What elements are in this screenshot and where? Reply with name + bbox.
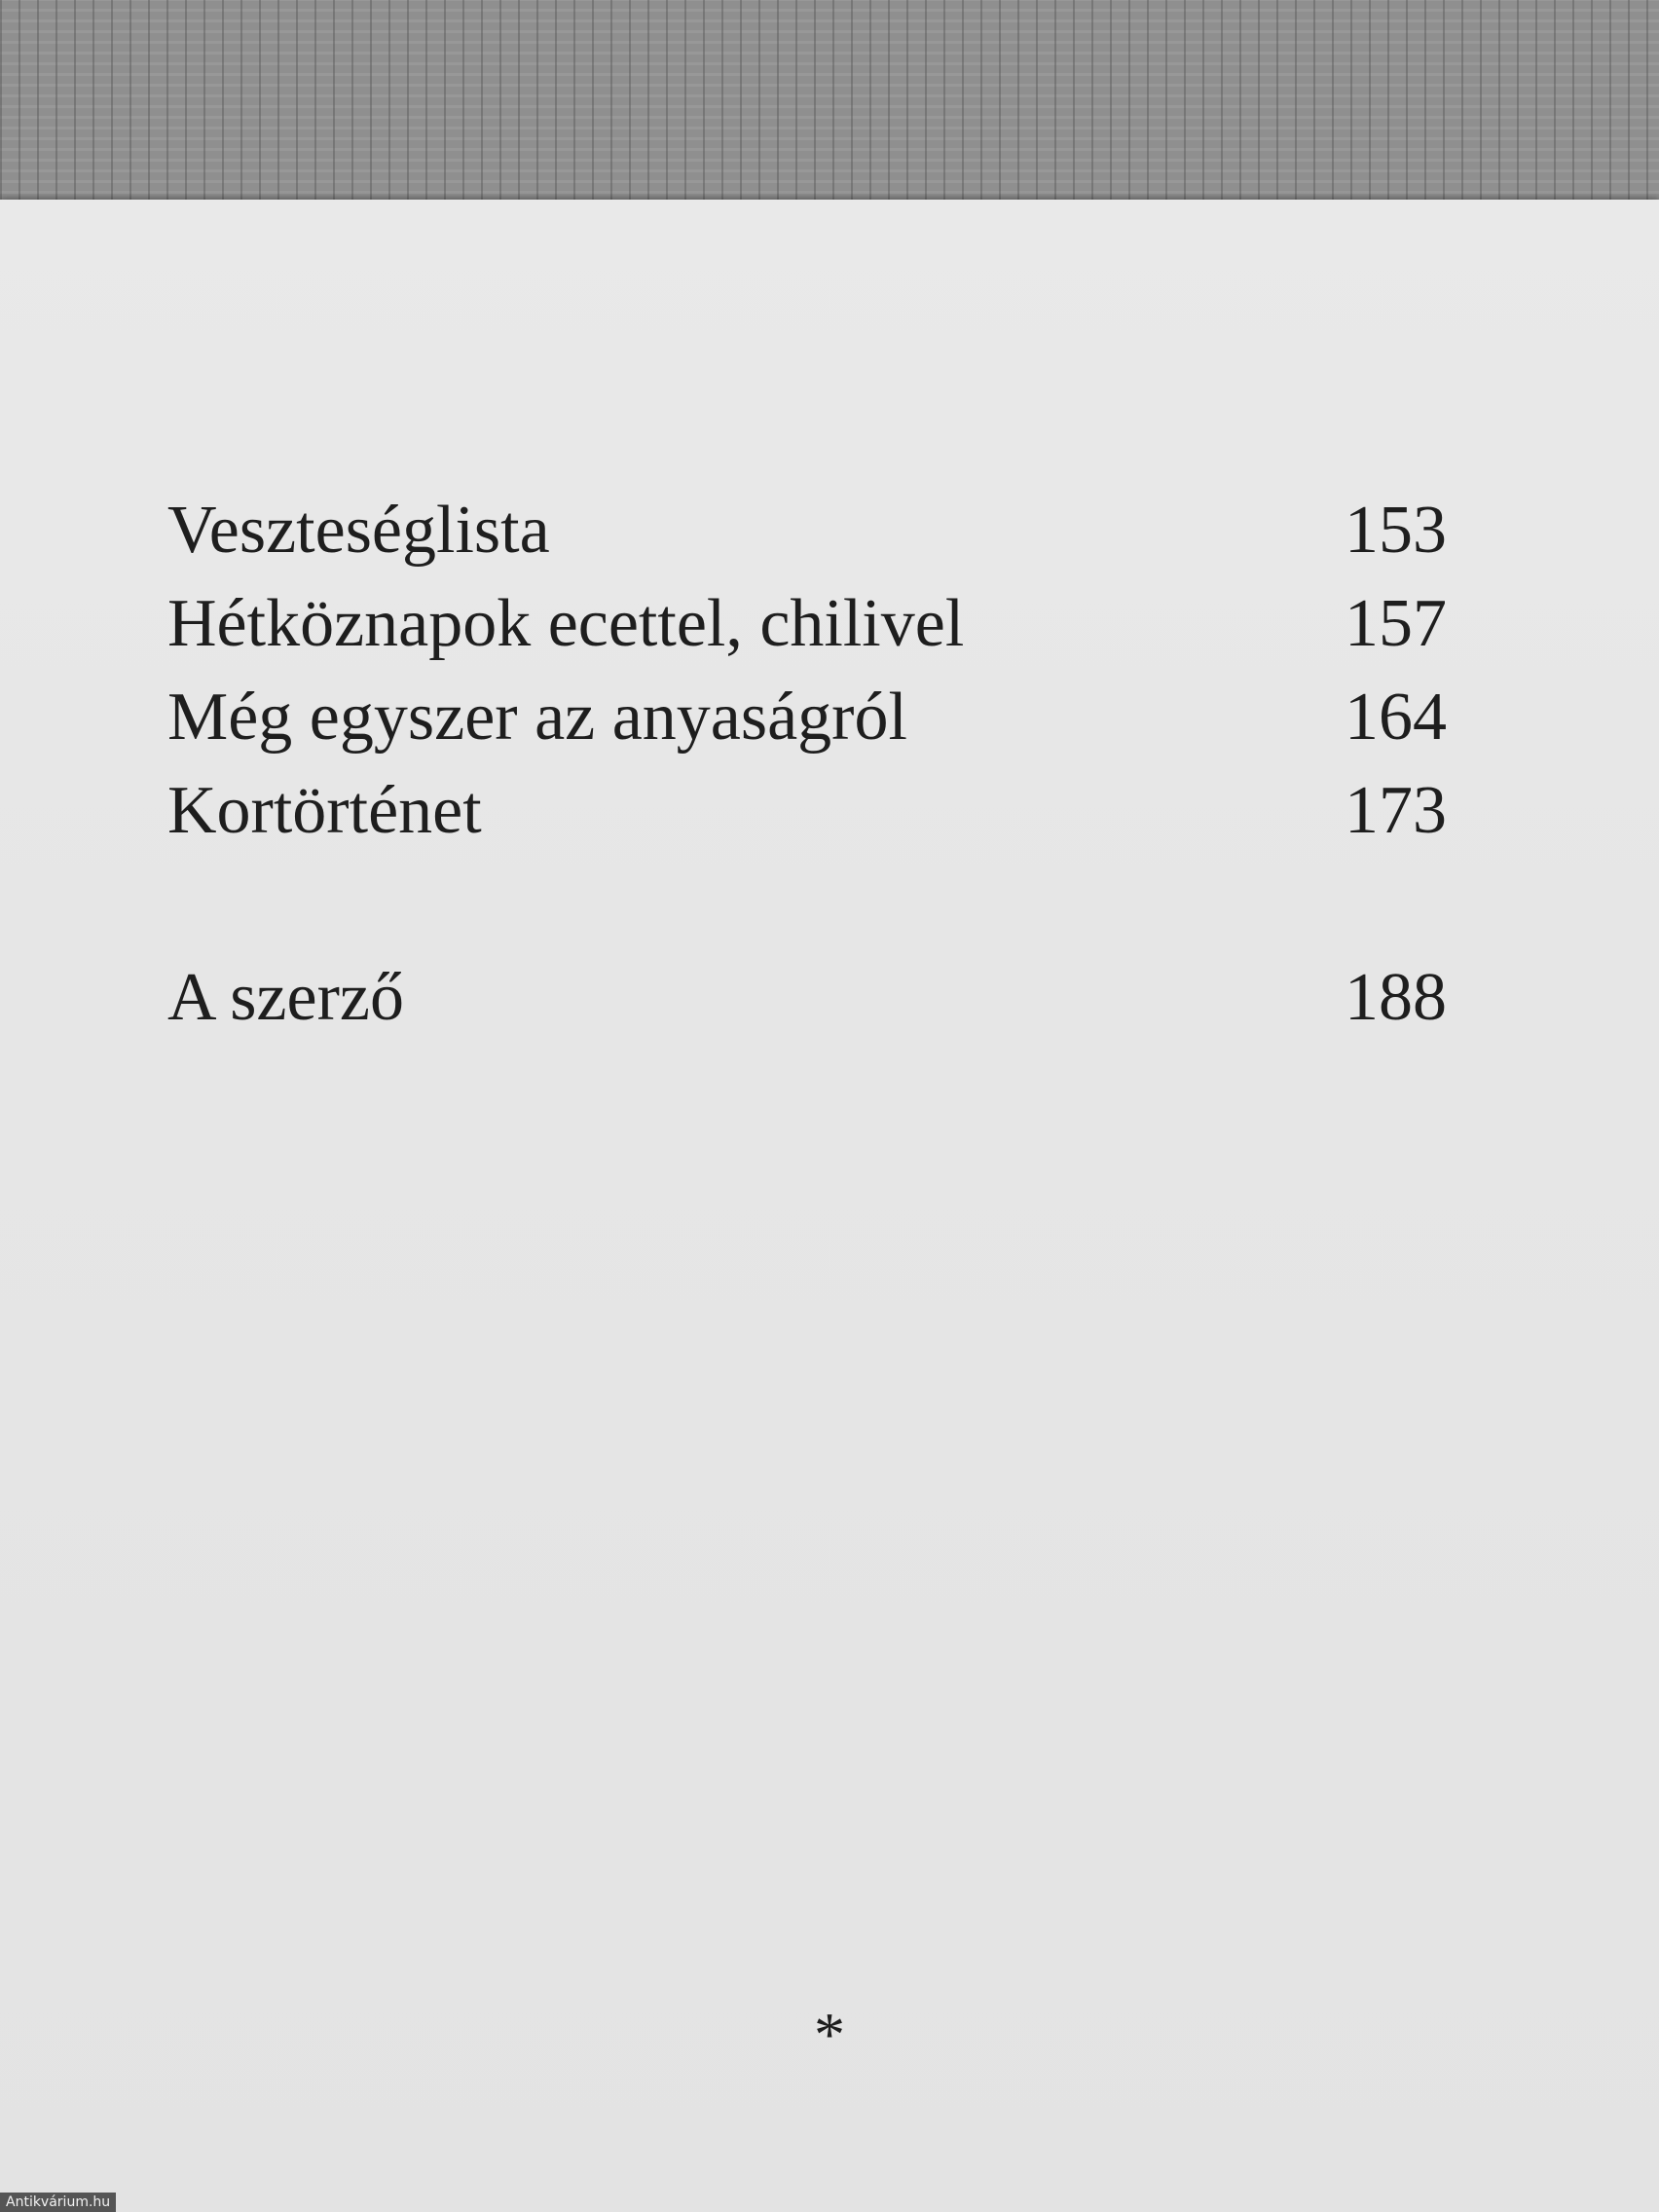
book-page (0, 200, 1659, 2212)
asterisk-ornament: * (814, 2000, 845, 2069)
toc-entry-title: Veszteséglista (167, 493, 550, 568)
toc-entry (167, 671, 1447, 764)
toc-entry-page: 157 (1345, 586, 1447, 661)
toc-entry-title: Hétköznapok ecettel, chilivel (167, 586, 965, 661)
toc-entry-page: 188 (1345, 960, 1447, 1035)
toc-entry-title: Még egyszer az anyaságról (167, 680, 907, 755)
toc-entry (167, 951, 1447, 1045)
toc-entry-title: Kortörténet (167, 773, 482, 848)
toc-entry-page: 164 (1345, 680, 1447, 755)
toc-entry-page: 173 (1345, 773, 1447, 848)
watermark-label: Antikvárium.hu (0, 2193, 116, 2212)
table-of-contents (167, 484, 1447, 1045)
toc-entry (167, 764, 1447, 858)
toc-entry-page: 153 (1345, 493, 1447, 568)
toc-entry (167, 577, 1447, 671)
background-surface (0, 0, 1659, 204)
toc-entry (167, 484, 1447, 577)
toc-entry-title: A szerző (167, 960, 404, 1035)
